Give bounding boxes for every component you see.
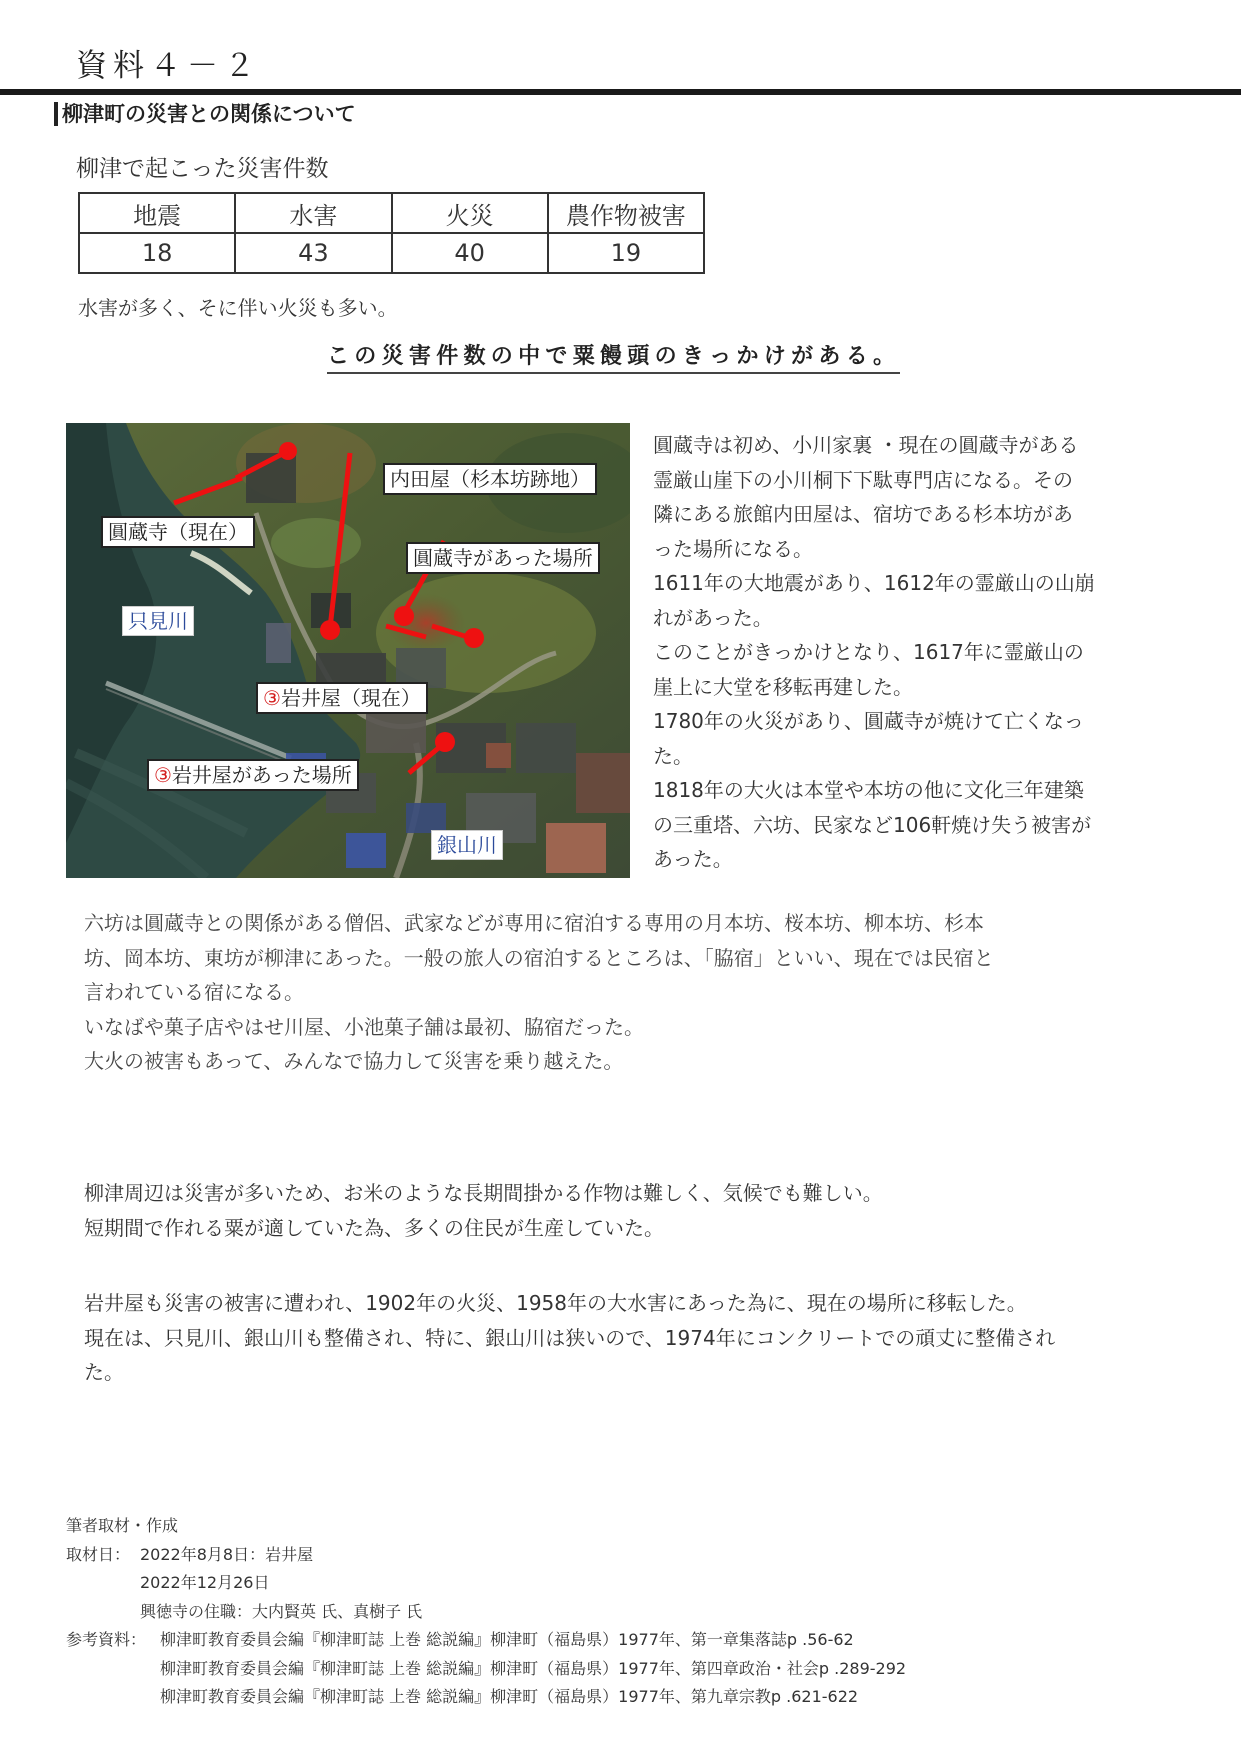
- number-3-badge: ③: [154, 763, 172, 787]
- text-line: れがあった。: [653, 605, 773, 630]
- text-line: 圓蔵寺は初め、小川家裏 ・現在の圓蔵寺がある: [653, 433, 1079, 457]
- text-line: 1780年の火災があり、圓蔵寺が焼けて亡くなっ: [653, 709, 1084, 733]
- text-line: 1611年の大地震があり、1612年の霊厳山の山崩: [653, 571, 1095, 595]
- text-line: 大火の被害もあって、みんなで協力して災害を乗り越えた。: [84, 1049, 624, 1073]
- label-iwaiya-current-text: 岩井屋（現在）: [280, 686, 421, 710]
- side-description: [653, 428, 1173, 877]
- text-line: 現在は、只見川、銀山川も整備され、特に、銀山川は狭いので、1974年にコンクリートでの頑丈に整備され: [84, 1325, 1056, 1350]
- label-iwaiya-former-text: 岩井屋があった場所: [171, 763, 352, 787]
- text-line: 短期間で作れる粟が適していた為、多くの住民が生産していた。: [84, 1215, 664, 1240]
- number-3-badge: ③: [263, 686, 281, 710]
- label-enzoji-former-site: 圓蔵寺があった場所: [406, 542, 600, 574]
- interview-key: 取材日：: [66, 1544, 131, 1564]
- text-line: 1818年の大火は本堂や本坊の他に文化三年建築: [653, 778, 1084, 802]
- text-line: このことがきっかけとなり、1617年に霊厳山の: [653, 640, 1084, 664]
- table-value-cell: 19: [548, 233, 704, 273]
- section-heading: 柳津町の災害との関係について: [54, 102, 356, 126]
- emphasis-statement: この災害件数の中で粟饅頭のきっかけがある。: [327, 344, 900, 374]
- table-header-cell: 水害: [235, 193, 391, 233]
- text-line: った場所になる。: [653, 536, 813, 561]
- table-value-cell: 40: [392, 233, 548, 273]
- credits-block: [66, 1512, 906, 1712]
- reference-row: [66, 1626, 906, 1655]
- marker-line-iwaiya-former: [409, 745, 442, 773]
- reference-row: [66, 1655, 906, 1684]
- credit-author: 筆者取材・作成: [66, 1516, 179, 1535]
- paragraph-rokubo: [84, 906, 1174, 1079]
- text-line: 柳津周辺は災害が多いため、お米のような長期間掛かる作物は難しく、気候でも難しい。: [84, 1181, 883, 1205]
- interview-row: [66, 1541, 906, 1570]
- reference-row: [66, 1683, 906, 1712]
- table-note: 水害が多く、そに伴い火災も多い。: [78, 296, 398, 320]
- text-line: 岩井屋も災害の被害に遭われ、1902年の火災、1958年の大水害にあった為に、現在の場所に移転した。: [84, 1291, 1027, 1315]
- text-line: た。: [653, 743, 693, 768]
- interview-line: 2022年8月8日：岩井屋: [140, 1544, 314, 1564]
- text-line: 霊厳山崖下の小川桐下下駄専門店になる。その: [653, 467, 1073, 492]
- text-line: 六坊は圓蔵寺との関係がある僧侶、武家などが専用に宿泊する専用の月本坊、桜本坊、柳本坊、杉本: [84, 911, 984, 935]
- reference-line: 柳津町教育委員会編『柳津町誌 上巻 総説編』柳津町（福島県）1977年、第四章政治・社会p .289-292: [160, 1658, 907, 1678]
- interview-row: [66, 1569, 906, 1598]
- table-value-row: [79, 233, 704, 273]
- table-header-cell: 火災: [392, 193, 548, 233]
- table-value-cell: 18: [79, 233, 235, 273]
- label-enzoji-current: 圓蔵寺（現在）: [101, 516, 255, 548]
- marker-dot-iwaiya-current: [464, 628, 484, 648]
- header-divider: [0, 89, 1241, 95]
- label-ginzan-river: 銀山川: [431, 830, 503, 860]
- reference-line: 柳津町教育委員会編『柳津町誌 上巻 総説編』柳津町（福島県）1977年、第九章宗教p .621-622: [160, 1687, 859, 1706]
- table-header-cell: 地震: [79, 193, 235, 233]
- text-line: 坊、岡本坊、東坊が柳津にあった。一般の旅人の宿泊するところは、「脇宿」といい、現在では民宿と: [84, 945, 994, 970]
- interview-row: [66, 1598, 906, 1627]
- table-header-row: [79, 193, 704, 233]
- marker-overlay: [66, 423, 630, 878]
- table-caption: 柳津で起こった災害件数: [76, 156, 329, 182]
- label-uchidaya: 内田屋（杉本坊跡地）: [383, 463, 597, 495]
- table-value-cell: 43: [235, 233, 391, 273]
- text-line: 崖上に大堂を移転再建した。: [653, 674, 913, 699]
- text-line: いなばや菓子店やはせ川屋、小池菓子舗は最初、脇宿だった。: [84, 1014, 644, 1039]
- interview-line: 2022年12月26日: [140, 1573, 270, 1592]
- text-line: た。: [84, 1360, 124, 1384]
- paragraph-millet: [84, 1176, 1174, 1245]
- document-title: 資料４－２: [76, 48, 261, 84]
- text-line: の三重塔、六坊、民家など106軒焼け失う被害が: [653, 812, 1092, 837]
- text-line: 言われている宿になる。: [84, 980, 304, 1004]
- interview-line: 興徳寺の住職：大内賢英 氏、真樹子 氏: [140, 1601, 423, 1621]
- references-key: 参考資料：: [66, 1630, 147, 1649]
- text-line: あった。: [653, 847, 733, 871]
- disaster-count-table: [78, 192, 705, 274]
- reference-line: 柳津町教育委員会編『柳津町誌 上巻 総説編』柳津町（福島県）1977年、第一章集落誌p .56-62: [160, 1630, 854, 1649]
- marker-dot-iwaiya-former: [435, 732, 455, 752]
- text-line: 隣にある旅館内田屋は、宿坊である杉本坊があ: [653, 502, 1073, 526]
- paragraph-iwaiya: [84, 1286, 1174, 1390]
- label-tadami-river: 只見川: [122, 606, 194, 636]
- table-header-cell: 農作物被害: [548, 193, 704, 233]
